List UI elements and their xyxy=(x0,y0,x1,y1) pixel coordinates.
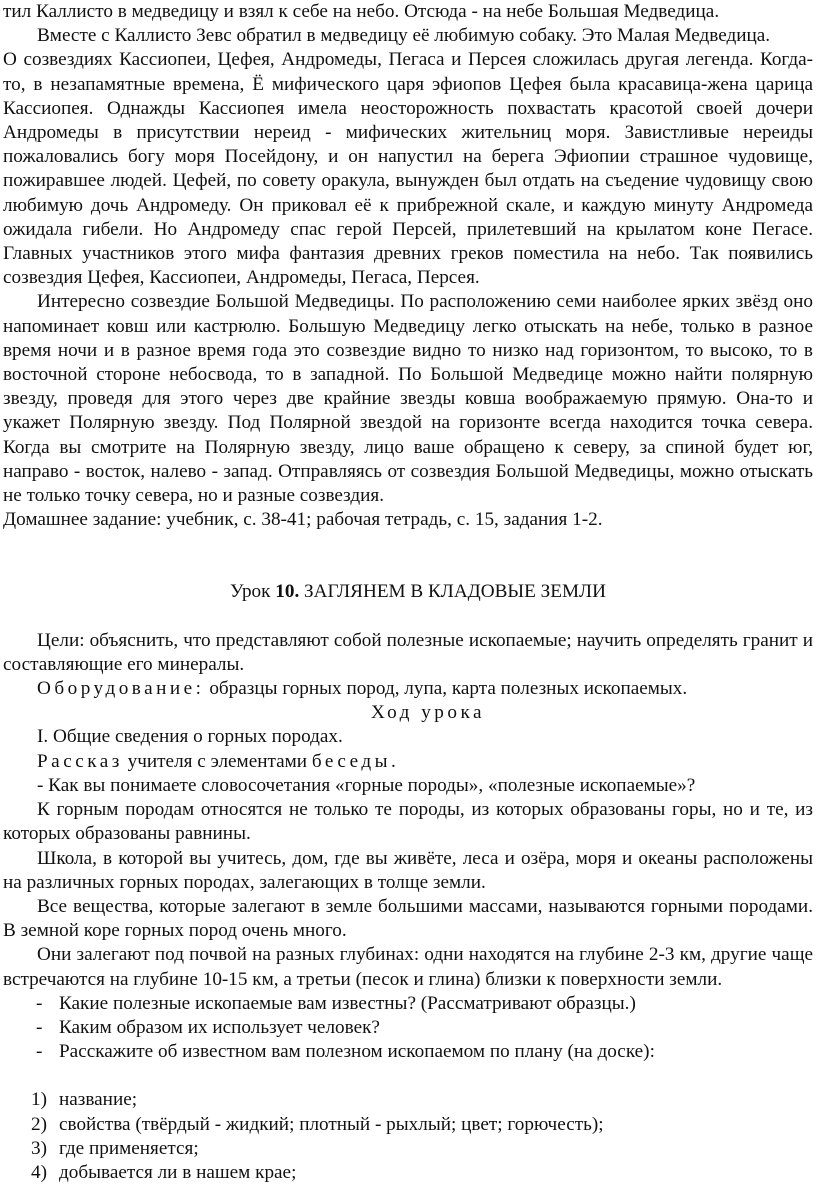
paragraph-rock-definition: Все вещества, которые залегают в земле большими массами, называются горными породами. В земной коре горных пород очень много. xyxy=(3,895,813,942)
story-word-3: беседы xyxy=(311,750,392,772)
paragraph-callisto: тил Каллисто в медведицу и взял к себе на небо. Отсюда - на небе Большая Медведица. xyxy=(3,1,720,22)
homework-line: Домашнее задание: учебник, с. 38-41; рабочая тетрадь, с. 15, задания 1-2. xyxy=(3,509,603,531)
paragraph-cassiopeia-legend: О созвездиях Кассиопеи, Цефея, Андромеды, Пегаса и Персея сложилась другая легенда. Когда-то, в незапамятные времена, Ё мифического царя эфиопов Цефея была красавица-жена царица Кассиопея. Однажды Кассиопея имела неосторожность похвастать красотой своей дочери Андромеды в присутствии нереид - мифических жительниц моря. Завистливые нереиды пожаловались богу моря Посейдону, и он напустил на берега Эфиопии страшное чудовище, пожиравшее людей. Цефей, по совету оракула, вынужден был отдать на съедение чудовищу свою любимую дочь Андромеду. Он приковал её к прибрежной скале, и каждую минуту Андромеда ожидала гибели. Но Андромеду спас герой Персей, прилетевший на крылатом коне Пегасе. Главных участников этого мифа фантазия древних греков поместила на небо. Так появились созвездия Цефея, Кассиопеи, Андромеды, Пегаса, Персея. xyxy=(3,49,813,289)
list-marker: - xyxy=(36,992,43,1014)
equipment-text: образцы горных пород, лупа, карта полезных ископаемых. xyxy=(204,678,688,700)
question-list xyxy=(3,992,813,1065)
list-item xyxy=(3,1040,813,1064)
list-marker: - xyxy=(36,1041,43,1063)
story-line xyxy=(3,750,813,774)
list-item xyxy=(3,1016,813,1040)
list-text: Каким образом их использует человек? xyxy=(59,1016,380,1038)
story-word-2: учителя с элементами xyxy=(122,750,312,772)
list-text: Какие полезные ископаемые вам известны? (Рассматривают образцы.) xyxy=(59,992,636,1014)
list-marker: 4) xyxy=(31,1161,47,1183)
section-heading-1: I. Общие сведения о горных породах. xyxy=(37,726,343,748)
paragraph-rock-depths: Они залегают под почвой на разных глубинах: одни находятся на глубине 2-3 км, другие чаще встречаются на глубине 10-15 км, а третьи (песок и глина) близки к поверхности земли. xyxy=(3,944,813,990)
lesson-prefix: Урок xyxy=(230,581,276,603)
equipment-label: Оборудование: xyxy=(37,678,205,700)
plan-list xyxy=(3,1088,813,1185)
list-marker: - xyxy=(36,1016,43,1038)
list-text: свойства (твёрдый - жидкий; плотный - рыхлый; цвет; горючесть); xyxy=(59,1113,604,1135)
list-text: добывается ли в нашем крае; xyxy=(59,1161,297,1183)
story-word-1: Рассказ xyxy=(37,750,123,772)
equipment-line xyxy=(3,677,813,701)
list-marker: 3) xyxy=(31,1137,47,1159)
lesson-number: 10. xyxy=(275,581,300,603)
paragraph-school-rocks: Школа, в которой вы учитесь, дом, где вы живёте, леса и озёра, моря и океаны расположены на различных горных породах, залегающих в толще земли. xyxy=(3,847,813,893)
paragraph-little-bear: Вместе с Каллисто Зевс обратил в медведицу её любимую собаку. Это Малая Медведица. xyxy=(37,25,771,47)
list-text: Расскажите об известном вам полезном ископаемом по плану (на доске): xyxy=(59,1041,655,1063)
list-item xyxy=(3,1088,813,1112)
list-item xyxy=(3,1137,813,1161)
lesson-goals: Цели: объяснить, что представляют собой полезные ископаемые; научить определять гранит и составляющие его минералы. xyxy=(3,629,813,675)
list-item xyxy=(3,992,813,1016)
story-word-4: . xyxy=(391,750,396,772)
lesson-progress-title: Ход урока xyxy=(370,702,486,724)
list-item xyxy=(3,1113,813,1137)
paragraph-rocks-plains: К горным породам относятся не только те породы, из которых образованы горы, но и те, из которых образованы равнины. xyxy=(3,799,813,845)
list-marker: 1) xyxy=(31,1089,47,1111)
paragraph-big-dipper: Интересно созвездие Большой Медведицы. По расположению семи наиболее ярких звёзд оно напоминает ковш или кастрюлю. Большую Медведицу легко отыскать на небе, только в разное время ночи и в разное время года это созвездие видно то низко над горизонтом, то высоко, то в восточной стороне небосвода, то в западной. По Большой Медведице можно найти полярную звезду, проведя для этого через две крайние звезды ковша воображаемую прямую. Она-то и укажет Полярную звезду. Под Полярной звездой на горизонте всегда находится точка севера. Когда вы смотрите на Полярную звезду, лицо ваше обращено к северу, за спиной будет юг, направо - восток, налево - запад. Отправляясь от созвездия Большой Медведицы, можно отыскать не только точку севера, но и разные созвездия. xyxy=(3,291,813,507)
lesson-title: ЗАГЛЯНЕМ В КЛАДОВЫЕ ЗЕМЛИ xyxy=(299,581,606,603)
list-item xyxy=(3,1161,813,1185)
list-text: где применяется; xyxy=(59,1137,199,1159)
question-terms: - Как вы понимаете словосочетания «горные породы», «полезные ископаемые»? xyxy=(37,774,696,796)
list-text: название; xyxy=(59,1089,138,1111)
lesson-heading xyxy=(23,580,813,604)
list-marker: 2) xyxy=(31,1113,47,1135)
